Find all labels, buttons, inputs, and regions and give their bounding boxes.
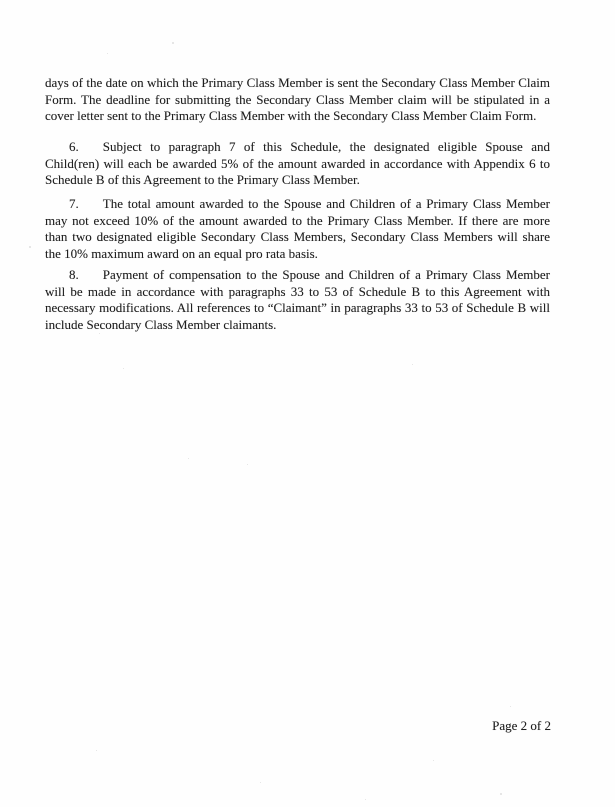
paragraph-continuation: days of the date on which the Primary Class Member is sent the Secondary Class Member Claim Form. The deadline for submitting the Secondary Class Member claim will be stipulated in a cover letter sent to the Primary Class Member with the Secondary Class Member Claim Form.: [45, 75, 550, 123]
scan-speck: [365, 799, 366, 800]
scan-speck: [247, 464, 248, 465]
scan-speck: [510, 706, 511, 707]
scan-speck: [172, 42, 174, 44]
scan-speck: [433, 760, 434, 761]
paragraph-number-6: 6.: [69, 139, 79, 154]
scan-speck: [99, 333, 100, 334]
scan-speck: [107, 53, 108, 54]
numbered-paragraph-8: [45, 267, 550, 333]
paragraph-number-8: 8.: [69, 267, 79, 282]
numbered-paragraph-6: [45, 139, 550, 189]
scan-speck: [188, 458, 189, 459]
page-number-label: Page 2 of 2: [492, 718, 551, 733]
paragraph-body-text: Payment of compensation to the Spouse and Children of a Primary Class Member will be made in accordance with paragraphs 33 to 53 of Schedule B to this Agreement with necessary modifications. All references to “Claimant” in paragraphs 33 to 53 of Schedule B will include Secondary Class Member claimants.: [45, 267, 550, 332]
scan-speck: [29, 246, 31, 248]
scan-speck: [123, 368, 124, 369]
scan-speck: [260, 782, 261, 783]
paragraph-number-7: 7.: [69, 196, 79, 211]
paragraph-body-text: The total amount awarded to the Spouse and Children of a Primary Class Member may not exceed 10% of the amount awarded to the Primary Class Member. If there are more than two designated eligible Secondary Class Members, Secondary Class Members will share the 10% maximum award on an equal pro rata basis.: [45, 196, 550, 261]
paragraph-body-text: Subject to paragraph 7 of this Schedule, the designated eligible Spouse and Child(ren) will each be awarded 5% of the amount awarded in accordance with Appendix 6 to Schedule B of this Agreement to the Primary Class Member.: [45, 139, 550, 187]
numbered-paragraph-7: [45, 196, 550, 262]
scan-speck: [96, 750, 97, 751]
scan-speck: [500, 793, 502, 795]
scan-speck: [412, 364, 413, 365]
